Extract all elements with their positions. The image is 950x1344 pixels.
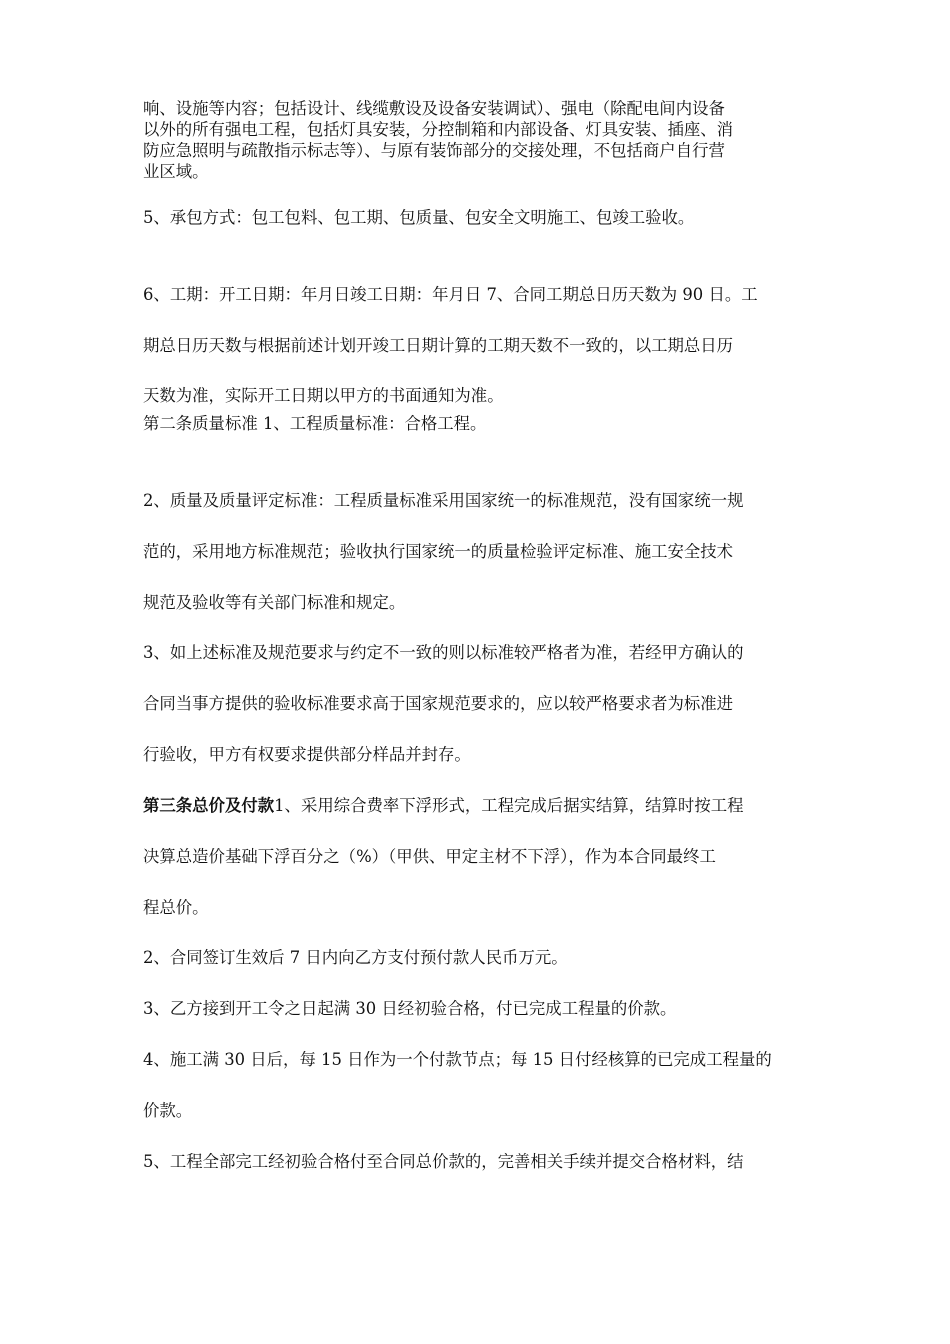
article-3-text: 1、采用综合费率下浮形式，工程完成后据实结算，结算时按工程 — [274, 796, 744, 815]
payment-line: 4、施工满 30 日后，每 15 日作为一个付款节点；每 15 日付经核算的已完成工程量的 — [143, 1050, 772, 1069]
article-3-heading: 第三条总价及付款 — [143, 796, 275, 815]
acceptance-line: 3、如上述标准及规范要求与约定不一致的则以标准较严格者为准，若经甲方确认的 — [143, 643, 744, 662]
acceptance-line: 行验收，甲方有权要求提供部分样品并封存。 — [143, 745, 471, 764]
schedule-line: 6、工期：开工日期：年月日竣工日期：年月日 7、合同工期总日历天数为 90 日。工 — [143, 285, 758, 304]
article-2-heading-line: 第二条质量标准 1、工程质量标准：合格工程。 — [143, 414, 487, 433]
payment-line: 程总价。 — [143, 898, 209, 917]
paragraph-line: 以外的所有强电工程，包括灯具安装，分控制箱和内部设备、灯具安装、插座、消 — [143, 120, 734, 139]
paragraph-line: 业区域。 — [143, 162, 209, 181]
payment-line: 5、工程全部完工经初验合格付至合同总价款的，完善相关手续并提交合格材料，结 — [143, 1152, 744, 1171]
paragraph-line: 防应急照明与疏散指示标志等）、与原有装饰部分的交接处理，不包括商户自行营 — [143, 141, 725, 160]
acceptance-line: 合同当事方提供的验收标准要求高于国家规范要求的，应以较严格要求者为标准进 — [143, 694, 734, 713]
schedule-line: 期总日历天数与根据前述计划开竣工日期计算的工期天数不一致的，以工期总日历 — [143, 336, 734, 355]
payment-line: 2、合同签订生效后 7 日内向乙方支付预付款人民币万元。 — [143, 948, 568, 967]
contract-method-line: 5、承包方式：包工包料、包工期、包质量、包安全文明施工、包竣工验收。 — [143, 208, 695, 227]
schedule-line: 天数为准，实际开工日期以甲方的书面通知为准。 — [143, 386, 504, 405]
payment-line: 价款。 — [143, 1101, 193, 1120]
quality-standard-line: 规范及验收等有关部门标准和规定。 — [143, 593, 406, 612]
quality-standard-line: 2、质量及质量评定标准：工程质量标准采用国家统一的标准规范，没有国家统一规 — [143, 491, 744, 510]
payment-line: 3、乙方接到开工令之日起满 30 日经初验合格，付已完成工程量的价款。 — [143, 999, 677, 1018]
payment-line: 决算总造价基础下浮百分之（%）（甲供、甲定主材不下浮），作为本合同最终工 — [143, 847, 716, 866]
paragraph-line: 响、设施等内容；包括设计、线缆敷设及设备安装调试）、强电（除配电间内设备 — [143, 99, 725, 118]
quality-standard-line: 范的，采用地方标准规范；验收执行国家统一的质量检验评定标准、施工安全技术 — [143, 542, 734, 561]
article-3-line — [143, 796, 744, 816]
